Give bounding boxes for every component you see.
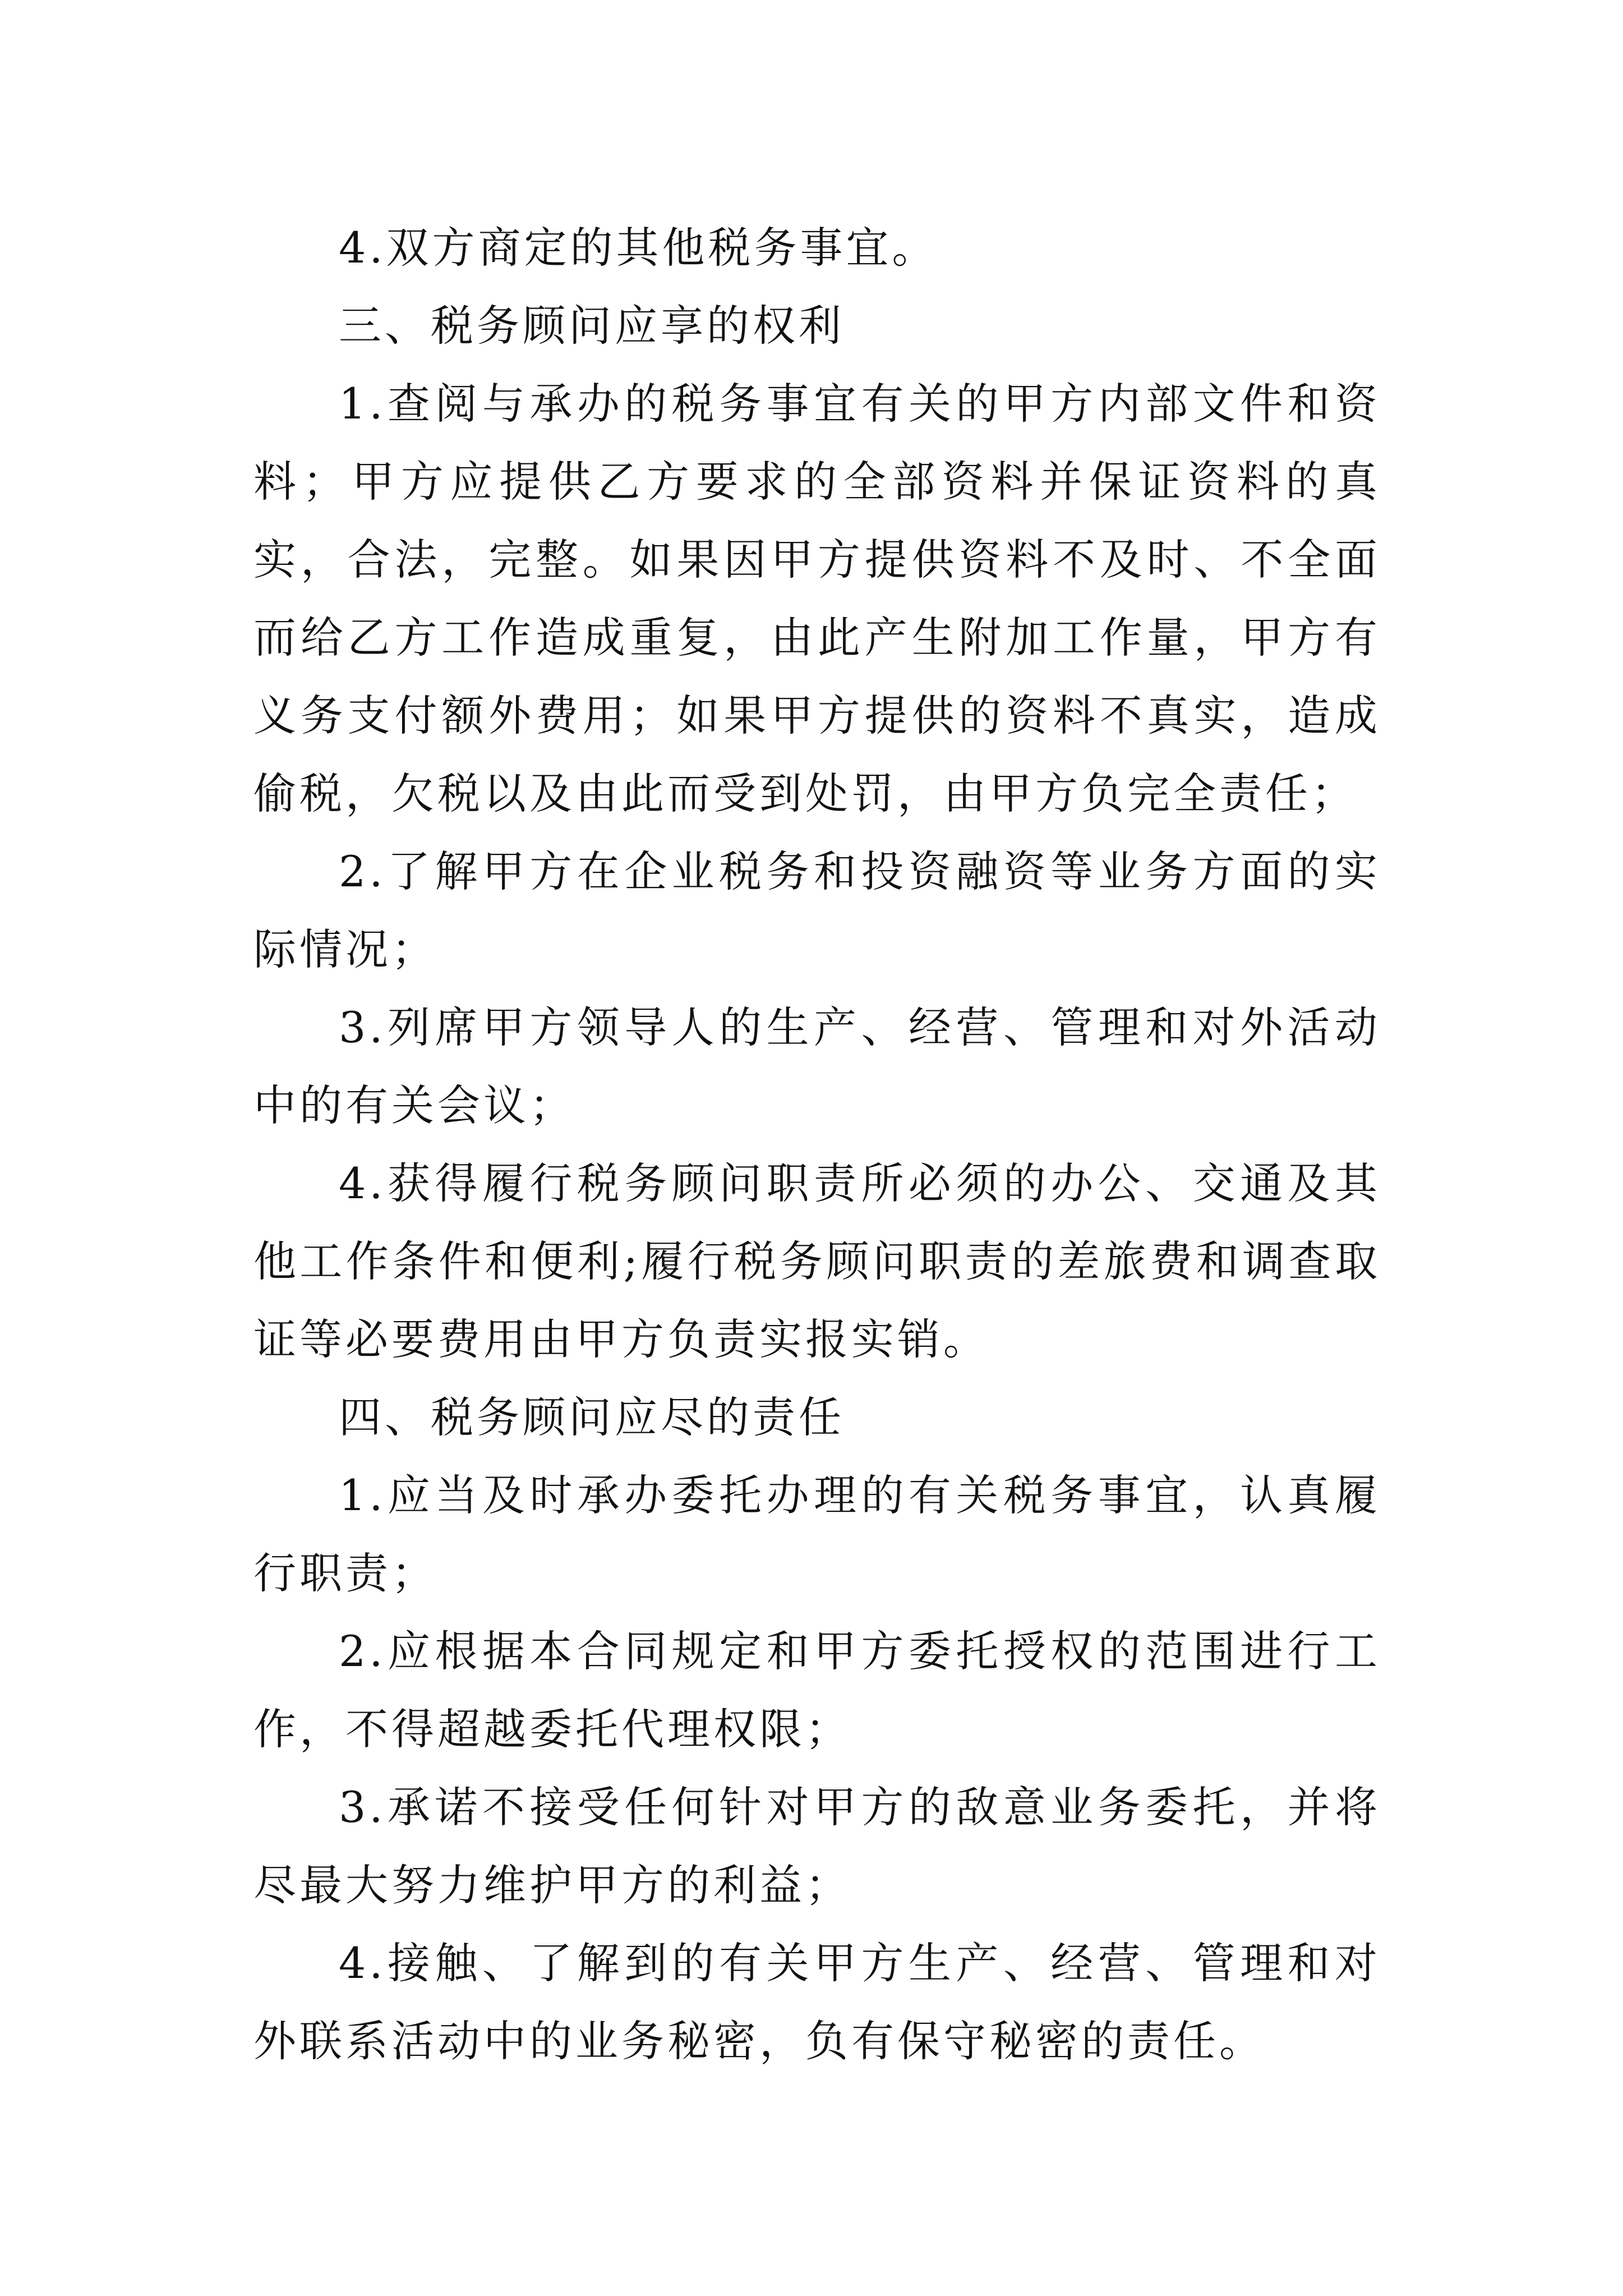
section-heading-advisor-duties: 四、税务顾问应尽的责任: [339, 1392, 845, 1442]
section-heading-advisor-rights: 三、税务顾问应享的权利: [339, 301, 845, 351]
paragraph-item-4-other-matters: 4.双方商定的其他税务事宜。: [339, 223, 938, 273]
paragraph-rights-2: 2.了解甲方在企业税务和投资融资等业务方面的实际情况；: [253, 846, 1381, 974]
document-body: [253, 209, 1381, 2080]
paragraph-duties-3: 3.承诺不接受任何针对甲方的敌意业务委托，并将尽最大努力维护甲方的利益；: [253, 1782, 1381, 1910]
paragraph-duties-1: 1.应当及时承办委托办理的有关税务事宜，认真履行职责；: [253, 1470, 1381, 1598]
paragraph-duties-4: 4.接触、了解到的有关甲方生产、经营、管理和对外联系活动中的业务秘密，负有保守秘密的责任。: [253, 1938, 1381, 2066]
paragraph-duties-2: 2.应根据本合同规定和甲方委托授权的范围进行工作，不得超越委托代理权限；: [253, 1626, 1381, 1754]
paragraph-rights-4: 4.获得履行税务顾问职责所必须的办公、交通及其他工作条件和便利;履行税务顾问职责的差旅费和调查取证等必要费用由甲方负责实报实销。: [253, 1158, 1381, 1364]
paragraph-rights-3: 3.列席甲方领导人的生产、经营、管理和对外活动中的有关会议；: [253, 1002, 1381, 1130]
paragraph-rights-1: 1.查阅与承办的税务事宜有关的甲方内部文件和资料；甲方应提供乙方要求的全部资料并保证资料的真实，合法，完整。如果因甲方提供资料不及时、不全面而给乙方工作造成重复，由此产生附加工作量，甲方有义务支付额外费用；如果甲方提供的资料不真实，造成偷税，欠税以及由此而受到处罚，由甲方负完全责任；: [253, 379, 1381, 818]
